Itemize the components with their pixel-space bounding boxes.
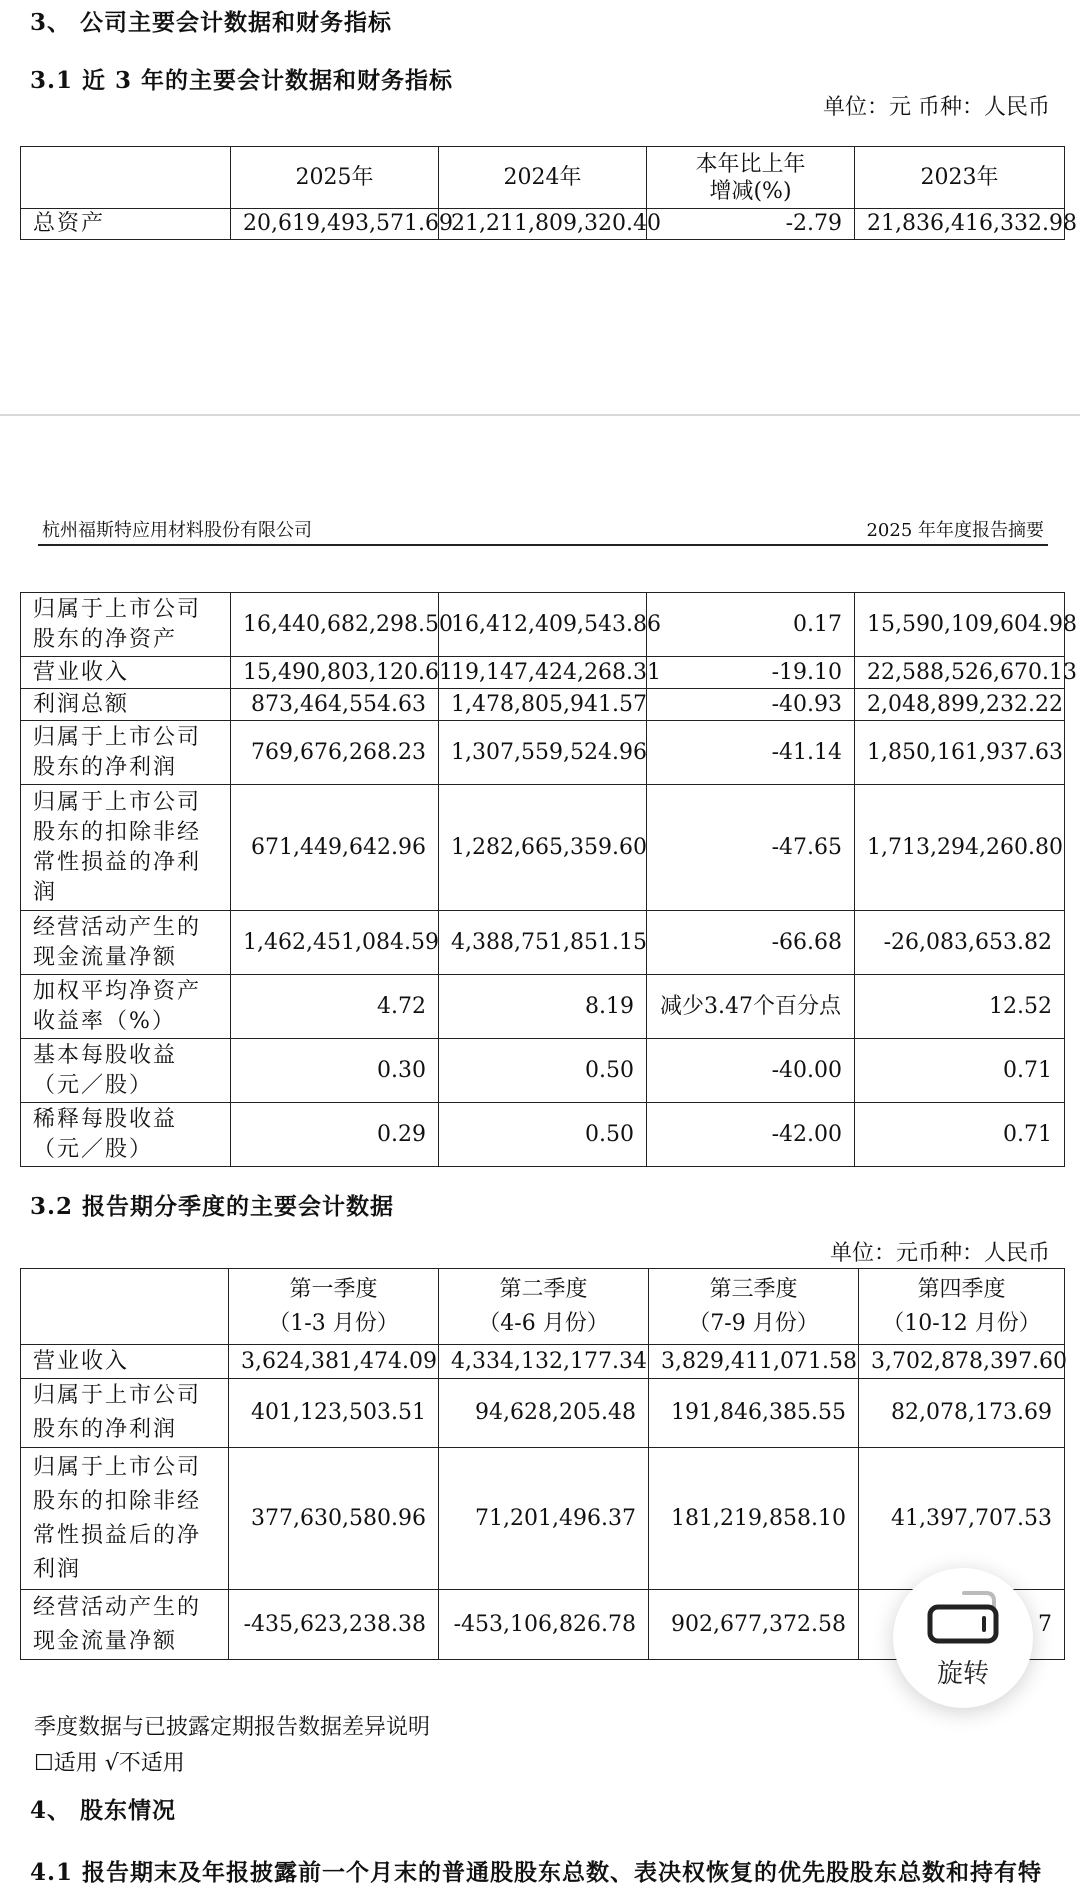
row-label: 归属于上市公司股东的扣除非经常性损益的净利润	[21, 785, 231, 911]
cell-q3: 191,846,385.55	[649, 1379, 859, 1448]
header-q2-line1: 第二季度	[499, 1276, 588, 1302]
row-label: 利润总额	[21, 689, 231, 721]
header-change	[647, 147, 855, 209]
cell-change: -40.93	[647, 689, 855, 721]
header-q2-line2: （4-6 月份）	[478, 1310, 609, 1336]
unit-label-1: 单位：元 币种：人民币	[823, 95, 1050, 120]
cell-2025: 1,462,451,084.59	[231, 911, 439, 975]
cell-q4: 3,702,878,397.60	[859, 1345, 1065, 1379]
cell-2023: 15,590,109,604.98	[855, 593, 1065, 657]
row-label: 加权平均净资产收益率（%）	[21, 975, 231, 1039]
table-row	[21, 1379, 1065, 1448]
header-change-line2: 增减(%)	[709, 178, 792, 204]
cell-change: -19.10	[647, 657, 855, 689]
cell-2024: 1,307,559,524.96	[439, 721, 647, 785]
table-row	[21, 1345, 1065, 1379]
cell-2023: 21,836,416,332.98	[855, 209, 1065, 240]
table-row	[21, 785, 1065, 911]
cell-q3: 181,219,858.10	[649, 1448, 859, 1590]
cell-q1: -435,623,238.38	[229, 1590, 439, 1660]
cell-q4: 82,078,173.69	[859, 1379, 1065, 1448]
rotate-button-label: 旋转	[936, 1658, 989, 1689]
table-row	[21, 1103, 1065, 1167]
cell-2024: 0.50	[439, 1103, 647, 1167]
cell-2024: 4,388,751,851.15	[439, 911, 647, 975]
header-empty	[21, 1269, 229, 1345]
cell-q4: 7	[859, 1590, 1065, 1660]
header-q2	[439, 1269, 649, 1345]
header-q1	[229, 1269, 439, 1345]
cell-2025: 15,490,803,120.61	[231, 657, 439, 689]
annual-table-page2	[20, 592, 1077, 1167]
cell-change: -66.68	[647, 911, 855, 975]
header-q1-line1: 第一季度	[289, 1276, 378, 1302]
header-2023: 2023年	[855, 147, 1065, 209]
header-2024: 2024年	[439, 147, 647, 209]
report-name: 2025 年年度报告摘要	[866, 520, 1044, 541]
cell-q2: 94,628,205.48	[439, 1379, 649, 1448]
cell-change: -47.65	[647, 785, 855, 911]
applicability-options: ☐适用 √不适用	[34, 1751, 185, 1776]
rotate-button[interactable]	[893, 1568, 1033, 1708]
cell-2025: 769,676,268.23	[231, 721, 439, 785]
row-label: 归属于上市公司股东的净利润	[21, 1379, 229, 1448]
annual-table-page1	[20, 146, 1077, 240]
row-label: 基本每股收益（元／股）	[21, 1039, 231, 1103]
quarter-note: 季度数据与已披露定期报告数据差异说明	[34, 1715, 431, 1740]
table-row	[21, 975, 1065, 1039]
header-rule	[38, 544, 1048, 546]
cell-2025: 4.72	[231, 975, 439, 1039]
cell-change: -40.00	[647, 1039, 855, 1103]
unit-label-2: 单位：元币种：人民币	[829, 1241, 1050, 1266]
cell-2025: 20,619,493,571.69	[231, 209, 439, 240]
annual-header-row	[21, 147, 1065, 209]
row-label: 经营活动产生的现金流量净额	[21, 911, 231, 975]
cell-change: -41.14	[647, 721, 855, 785]
cell-q3: 902,677,372.58	[649, 1590, 859, 1660]
cell-q2: -453,106,826.78	[439, 1590, 649, 1660]
table-row	[21, 1448, 1065, 1590]
row-label: 经营活动产生的现金流量净额	[21, 1590, 229, 1660]
cell-q1: 377,630,580.96	[229, 1448, 439, 1590]
table-row	[21, 657, 1065, 689]
cell-q1: 401,123,503.51	[229, 1379, 439, 1448]
cell-2025: 0.30	[231, 1039, 439, 1103]
header-q3-line1: 第三季度	[709, 1276, 798, 1302]
row-label: 稀释每股收益（元／股）	[21, 1103, 231, 1167]
cell-2025: 0.29	[231, 1103, 439, 1167]
row-label: 营业收入	[21, 657, 231, 689]
section-3-2-title: 3.2 报告期分季度的主要会计数据	[30, 1193, 395, 1220]
cell-2024: 8.19	[439, 975, 647, 1039]
section-3-title: 3、 公司主要会计数据和财务指标	[30, 9, 393, 36]
row-label: 归属于上市公司股东的扣除非经常性损益后的净利润	[21, 1448, 229, 1590]
table-row	[21, 911, 1065, 975]
table-row	[21, 593, 1065, 657]
cell-2023: 0.71	[855, 1039, 1065, 1103]
cell-2023: 1,713,294,260.80	[855, 785, 1065, 911]
cell-2023: 0.71	[855, 1103, 1065, 1167]
rotate-screen-icon	[924, 1587, 1002, 1647]
page-separator	[0, 414, 1080, 416]
cell-q1: 3,624,381,474.09	[229, 1345, 439, 1379]
row-label: 总资产	[21, 209, 231, 240]
section-4-title: 4、 股东情况	[30, 1797, 177, 1824]
company-name: 杭州福斯特应用材料股份有限公司	[42, 520, 312, 541]
cell-2023: 2,048,899,232.22	[855, 689, 1065, 721]
cell-q4: 41,397,707.53	[859, 1448, 1065, 1590]
table-row	[21, 689, 1065, 721]
header-2025: 2025年	[231, 147, 439, 209]
cell-2025: 873,464,554.63	[231, 689, 439, 721]
cell-q2: 4,334,132,177.34	[439, 1345, 649, 1379]
header-q3-line2: （7-9 月份）	[688, 1310, 819, 1336]
header-q4-line1: 第四季度	[917, 1276, 1006, 1302]
cell-2024: 21,211,809,320.40	[439, 209, 647, 240]
cell-2024: 19,147,424,268.31	[439, 657, 647, 689]
row-label: 归属于上市公司股东的净利润	[21, 721, 231, 785]
cell-2024: 1,478,805,941.57	[439, 689, 647, 721]
header-q3	[649, 1269, 859, 1345]
cell-change: -2.79	[647, 209, 855, 240]
row-label: 归属于上市公司股东的净资产	[21, 593, 231, 657]
cell-2023: -26,083,653.82	[855, 911, 1065, 975]
header-q1-line2: （1-3 月份）	[268, 1310, 399, 1336]
cell-2023: 22,588,526,670.13	[855, 657, 1065, 689]
cell-2025: 16,440,682,298.50	[231, 593, 439, 657]
cell-change: -42.00	[647, 1103, 855, 1167]
cell-q3: 3,829,411,071.58	[649, 1345, 859, 1379]
cell-2023: 12.52	[855, 975, 1065, 1039]
header-change-line1: 本年比上年	[695, 151, 806, 177]
cell-2024: 0.50	[439, 1039, 647, 1103]
cell-2024: 1,282,665,359.60	[439, 785, 647, 911]
cell-2025: 671,449,642.96	[231, 785, 439, 911]
table-row	[21, 209, 1065, 240]
quarter-header-row	[21, 1269, 1065, 1345]
cell-2024: 16,412,409,543.86	[439, 593, 647, 657]
cell-q2: 71,201,496.37	[439, 1448, 649, 1590]
header-q4	[859, 1269, 1065, 1345]
row-label: 营业收入	[21, 1345, 229, 1379]
header-empty	[21, 147, 231, 209]
header-q4-line2: （10-12 月份）	[882, 1310, 1041, 1336]
section-4-1-title: 4.1 报告期末及年报披露前一个月末的普通股股东总数、表决权恢复的优先股股东总数和持有特	[30, 1859, 1043, 1886]
cell-2023: 1,850,161,937.63	[855, 721, 1065, 785]
section-3-1-title: 3.1 近 3 年的主要会计数据和财务指标	[30, 67, 454, 94]
cell-change: 减少3.47个百分点	[647, 975, 855, 1039]
table-row	[21, 1039, 1065, 1103]
table-row	[21, 721, 1065, 785]
cell-change: 0.17	[647, 593, 855, 657]
